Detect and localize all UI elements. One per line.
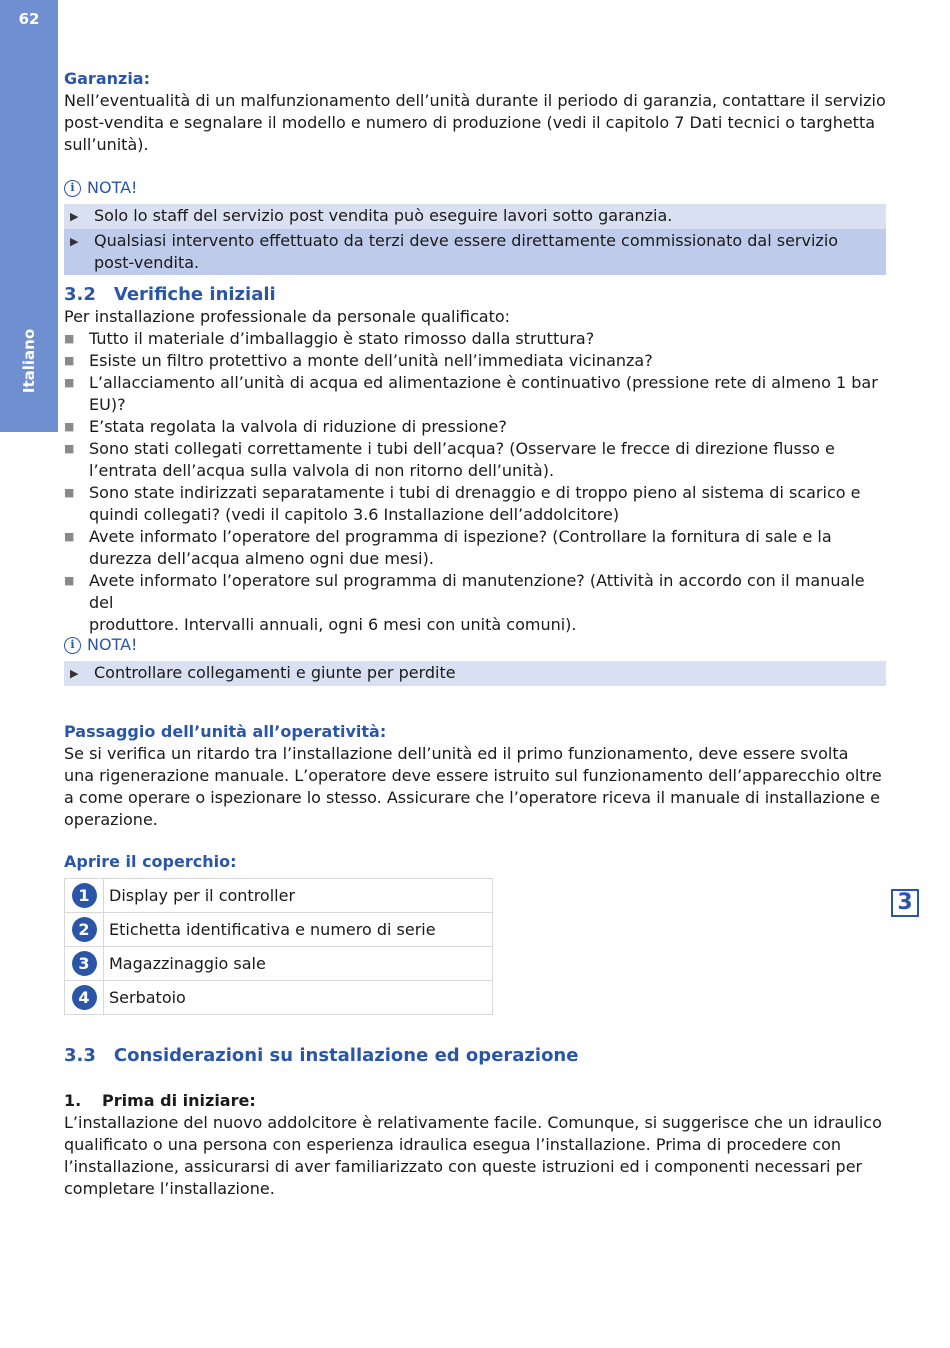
- table-cell: Magazzinaggio sale: [104, 947, 493, 981]
- list-item-text: l’entrata dell’acqua sulla valvola di non ritorno dell’unità).: [89, 461, 555, 480]
- nota-item-text: Qualsiasi intervento effettuato da terzi deve essere direttamente commissionato dal servizio: [94, 231, 839, 250]
- table-cell: Display per il controller: [104, 879, 493, 913]
- coperchio-heading: Aprire il coperchio:: [64, 852, 237, 871]
- square-bullet-icon: ■: [64, 420, 75, 433]
- list-item: [64, 350, 886, 372]
- square-bullet-icon: ■: [64, 354, 75, 367]
- section-heading: [64, 284, 886, 306]
- triangle-right-icon: ▶: [70, 235, 79, 248]
- prima-title: Prima di iniziare:: [102, 1091, 256, 1110]
- nota-item: [64, 661, 886, 686]
- nota-item-text: Solo lo staff del servizio post vendita può eseguire lavori sotto garanzia.: [94, 206, 673, 225]
- list-item-text: Avete informato l’operatore del programma di ispezione? (Controllare la fornitura di sale e la: [89, 527, 832, 546]
- garanzia-line: post-vendita e segnalare il modello e numero di produzione (vedi il capitolo 7 Dati tecnici o targhetta: [64, 113, 876, 132]
- section-title: Considerazioni su installazione ed operazione: [113, 1045, 579, 1066]
- list-item: [64, 416, 886, 438]
- square-bullet-icon: ■: [64, 442, 75, 455]
- square-bullet-icon: ■: [64, 486, 75, 499]
- list-item-text: quindi collegati? (vedi il capitolo 3.6 Installazione dell’addolcitore): [89, 505, 620, 524]
- prima-heading: [64, 1090, 886, 1112]
- table-row: [65, 947, 493, 981]
- garanzia-heading: Garanzia:: [64, 69, 150, 88]
- table-cell: Etichetta identificativa e numero di serie: [104, 913, 493, 947]
- info-icon: i: [64, 180, 81, 197]
- section-number: 3.3: [64, 1045, 96, 1066]
- garanzia-section: [64, 68, 886, 156]
- square-bullet-icon: ■: [64, 574, 75, 587]
- passaggio-line: a come operare o ispezionare lo stesso. Assicurare che l’operatore riceva il manuale di installazione e: [64, 788, 880, 807]
- page-number: 62: [18, 10, 40, 28]
- list-item-text: Tutto il materiale d’imballaggio è stato rimosso dalla struttura?: [89, 329, 595, 348]
- section-heading: [64, 1045, 886, 1067]
- list-item-text: Sono state indirizzati separatamente i tubi di drenaggio e di troppo pieno al sistema di scarico e: [89, 483, 861, 502]
- section-3-3: [64, 1045, 886, 1067]
- info-icon: i: [64, 637, 81, 654]
- prima-line: completare l’installazione.: [64, 1179, 275, 1198]
- passaggio-line: operazione.: [64, 810, 158, 829]
- prima-number: 1.: [64, 1091, 82, 1110]
- passaggio-section: [64, 721, 886, 831]
- passaggio-line: una rigenerazione manuale. L’operatore deve essere istruito sul funzionamento dell’apparecchio oltre: [64, 766, 882, 785]
- section-intro: Per installazione professionale da personale qualificato:: [64, 307, 511, 326]
- list-item-text: Esiste un filtro protettivo a monte dell’unità nell’immediata vicinanza?: [89, 351, 653, 370]
- number-badge: 1: [72, 883, 97, 908]
- nota-heading: [64, 177, 886, 199]
- garanzia-line: Nell’eventualità di un malfunzionamento dell’unità durante il periodo di garanzia, contattare il servizio: [64, 91, 886, 110]
- list-item: [64, 482, 886, 526]
- nota-item-text: post-vendita.: [94, 253, 200, 272]
- list-item: [64, 570, 886, 636]
- nota-label: NOTA!: [87, 178, 138, 197]
- number-badge: 2: [72, 917, 97, 942]
- coperchio-section: [64, 851, 886, 1015]
- number-badge: 4: [72, 985, 97, 1010]
- prima-section: [64, 1090, 886, 1200]
- table-row: [65, 879, 493, 913]
- square-bullet-icon: ■: [64, 376, 75, 389]
- list-item: [64, 372, 886, 416]
- list-item-text: Sono stati collegati correttamente i tubi dell’acqua? (Osservare le frecce di direzione flusso e: [89, 439, 835, 458]
- list-item-text: durezza dell’acqua almeno ogni due mesi).: [89, 549, 434, 568]
- square-bullet-icon: ■: [64, 332, 75, 345]
- nota-item: [64, 204, 886, 229]
- passaggio-heading: Passaggio dell’unità all’operatività:: [64, 722, 387, 741]
- list-item: [64, 328, 886, 350]
- section-title: Verifiche iniziali: [113, 284, 276, 305]
- section-3-2: [64, 284, 886, 636]
- garanzia-line: sull’unità).: [64, 135, 149, 154]
- prima-line: qualificato o una persona con esperienza idraulica esegua l’installazione. Prima di procedere con: [64, 1135, 842, 1154]
- square-bullet-icon: ■: [64, 530, 75, 543]
- section-number: 3.2: [64, 284, 96, 305]
- components-table: [64, 878, 493, 1015]
- nota-box: [64, 177, 886, 275]
- list-item-text: Avete informato l’operatore sul programma di manutenzione? (Attività in accordo con il manuale del: [89, 571, 865, 612]
- table-row: [65, 913, 493, 947]
- side-bar: [0, 0, 58, 432]
- list-item-text: L’allacciamento all’unità di acqua ed alimentazione è continuativo (pressione rete di almeno 1 bar: [89, 373, 878, 392]
- nota-item-text: Controllare collegamenti e giunte per perdite: [94, 663, 456, 682]
- number-badge: 3: [72, 951, 97, 976]
- list-item: [64, 438, 886, 482]
- nota-label: NOTA!: [87, 635, 138, 654]
- triangle-right-icon: ▶: [70, 667, 79, 680]
- table-cell: Serbatoio: [104, 981, 493, 1015]
- nota-item: [64, 229, 886, 275]
- passaggio-line: Se si verifica un ritardo tra l’installazione dell’unità ed il primo funzionamento, deve essere svolta: [64, 744, 849, 763]
- list-item-text: produttore. Intervalli annuali, ogni 6 mesi con unità comuni).: [89, 615, 577, 634]
- chapter-badge: 3: [891, 889, 919, 917]
- language-label: Italiano: [20, 328, 38, 394]
- prima-line: l’installazione, assicurarsi di aver familiarizzato con queste istruzioni ed i componenti necessari per: [64, 1157, 863, 1176]
- table-row: [65, 981, 493, 1015]
- list-item-text: E’stata regolata la valvola di riduzione di pressione?: [89, 417, 507, 436]
- nota-heading: [64, 634, 886, 656]
- prima-line: L’installazione del nuovo addolcitore è relativamente facile. Comunque, si suggerisce che un idraulico: [64, 1113, 882, 1132]
- nota-box: [64, 634, 886, 686]
- triangle-right-icon: ▶: [70, 210, 79, 223]
- list-item: [64, 526, 886, 570]
- list-item-text: EU)?: [89, 395, 126, 414]
